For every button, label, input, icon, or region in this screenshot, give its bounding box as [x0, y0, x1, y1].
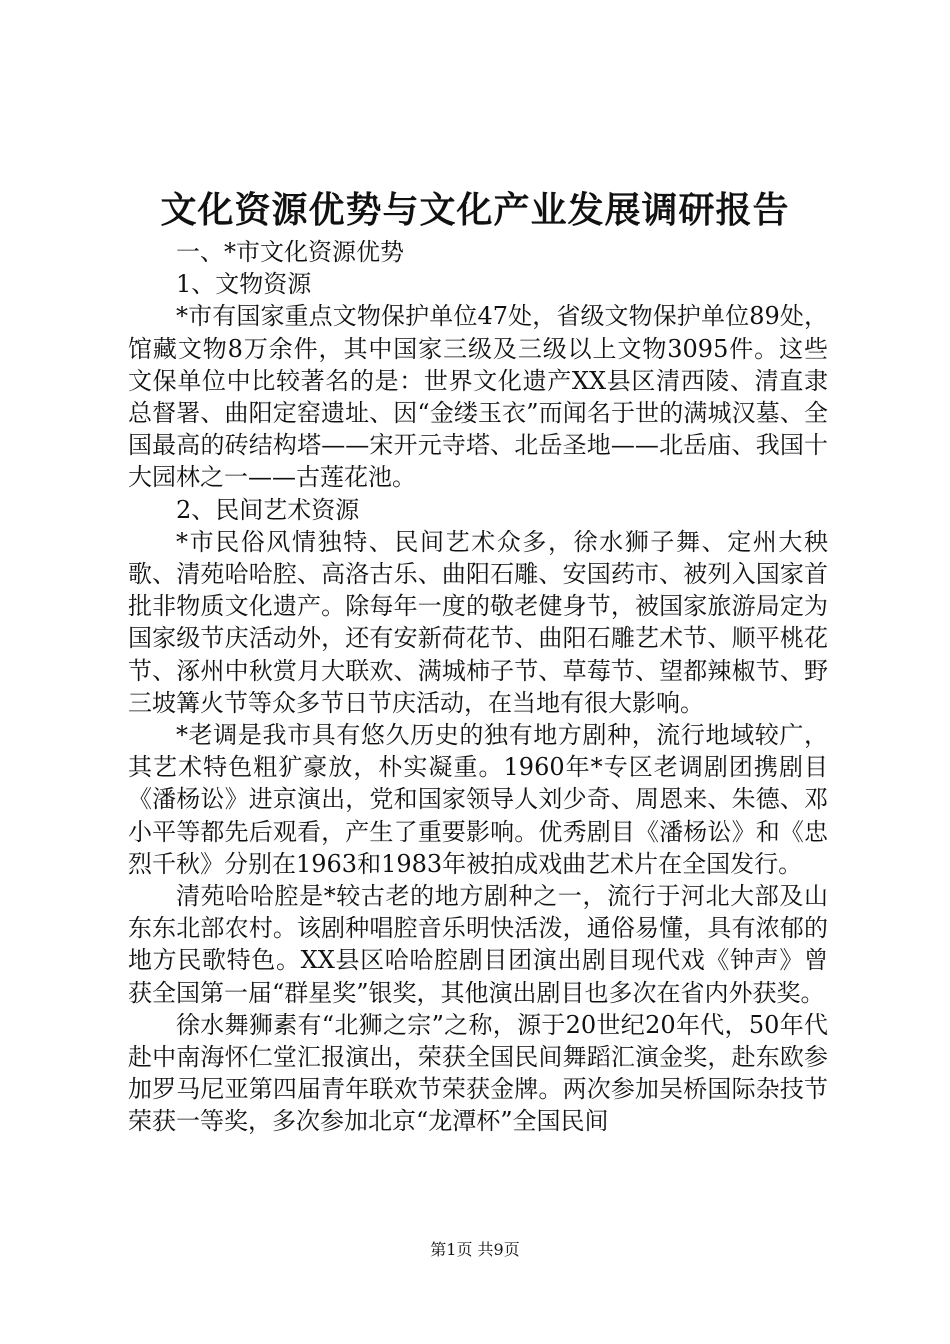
- body-paragraph: 徐水舞狮素有“北狮之宗”之称，源于20世纪20年代，50年代赴中南海怀仁堂汇报演出，荣获全国民间舞蹈汇演金奖，赴东欧参加罗马尼亚第四届青年联欢节荣获金牌。两次参加吴桥国际杂技节荣获一等奖，多次参加北京“龙潭杯”全国民间: [128, 1010, 828, 1136]
- document-body: [128, 236, 828, 1138]
- body-paragraph: *市民俗风情独特、民间艺术众多，徐水狮子舞、定州大秧歌、清苑哈哈腔、高洛古乐、曲阳石雕、安国药市、被列入国家首批非物质文化遗产。除每年一度的敬老健身节，被国家旅游局定为国家级节庆活动外，还有安新荷花节、曲阳石雕艺术节、顺平桃花节、涿州中秋赏月大联欢、满城柿子节、草莓节、望都辣椒节、野三坡篝火节等众多节日节庆活动，在当地有很大影响。: [128, 527, 828, 717]
- document-title: 文化资源优势与文化产业发展调研报告: [160, 189, 790, 231]
- body-paragraph: 清苑哈哈腔是*较古老的地方剧种之一，流行于河北大部及山东东北部农村。该剧种唱腔音乐明快活泼，通俗易懂，具有浓郁的地方民歌特色。XX县区哈哈腔剧目团演出剧目现代戏《钟声》曾获全国第一届“群星奖”银奖，其他演出剧目也多次在省内外获奖。: [128, 882, 828, 1007]
- subsection-heading: 1、文物资源: [176, 270, 312, 299]
- body-paragraph: *老调是我市具有悠久历史的独有地方剧种，流行地域较广，其艺术特色粗犷豪放，朴实凝重。1960年*专区老调剧团携剧目《潘杨讼》进京演出，党和国家领导人刘少奇、周恩来、朱德、邓小平等都先后观看，产生了重要影响。优秀剧目《潘杨讼》和《忠烈千秋》分别在1963和1983年被拍成戏曲艺术片在全国发行。: [128, 721, 828, 878]
- page-number-footer: 第1页 共9页: [430, 1240, 520, 1259]
- body-paragraph: *市有国家重点文物保护单位47处，省级文物保护单位89处，馆藏文物8万余件，其中国家三级及三级以上文物3095件。这些文保单位中比较著名的是：世界文化遗产XX县区清西陵、清直隶总督署、曲阳定窑遗址、因“金缕玉衣”而闻名于世的满城汉墓、全国最高的砖结构塔——宋开元寺塔、北岳圣地——北岳庙、我国十大园林之一——古莲花池。: [128, 302, 828, 492]
- subsection-heading: 2、民间艺术资源: [176, 495, 360, 524]
- section-heading: 一、*市文化资源优势: [176, 238, 404, 266]
